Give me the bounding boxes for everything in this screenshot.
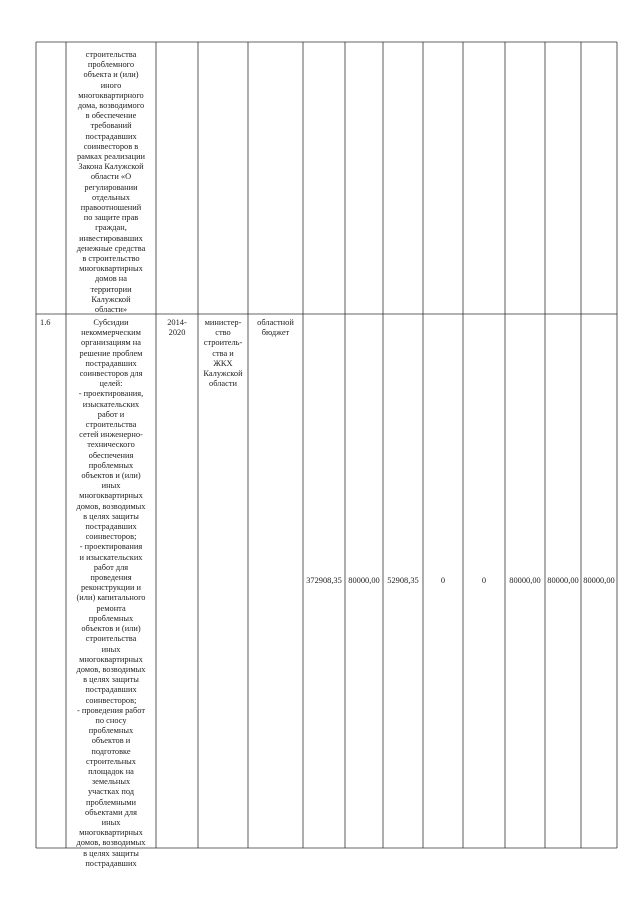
text-line: организациям на bbox=[81, 338, 141, 348]
text-line: технического bbox=[87, 440, 135, 450]
text-line: многоквартирных bbox=[79, 828, 143, 838]
row-16-value-2015: 52908,35 bbox=[387, 576, 419, 585]
row-16-value-2014: 80000,00 bbox=[348, 576, 380, 585]
row-16-value-2019: 80000,00 bbox=[547, 576, 579, 585]
text-line: объектов и bbox=[91, 736, 131, 746]
text-line: - проектирования bbox=[79, 542, 143, 552]
text-line: области» bbox=[94, 305, 128, 315]
text-line: решение проблем bbox=[79, 348, 143, 358]
text-line: - проведения работ bbox=[76, 705, 146, 715]
text-line: денежные средства bbox=[76, 243, 146, 253]
text-line: граждан, bbox=[95, 223, 127, 233]
text-line: (или) капитального bbox=[76, 593, 146, 603]
text-line: целей: bbox=[99, 379, 123, 389]
text-line: объектов и (или) bbox=[81, 471, 141, 481]
row-16-value-total: 372908,35 bbox=[306, 576, 342, 585]
text-line: соинвесторов; bbox=[85, 695, 137, 705]
text-line: в целях защиты bbox=[83, 848, 139, 858]
text-line: работ для bbox=[93, 562, 129, 572]
text-line: иного bbox=[100, 80, 122, 90]
text-line: сетей инженерно- bbox=[79, 430, 143, 440]
text-line: объекта и (или) bbox=[83, 70, 139, 80]
row-16-funding-source bbox=[248, 318, 303, 338]
text-line: проблемных bbox=[88, 613, 134, 623]
text-line: пострадавших bbox=[85, 131, 137, 141]
text-line: соинвесторов; bbox=[85, 532, 137, 542]
text-line: многоквартирных bbox=[79, 491, 143, 501]
text-line: 2014- bbox=[167, 318, 187, 327]
text-line: в обеспечение bbox=[85, 111, 137, 121]
text-line: области «О bbox=[90, 172, 132, 182]
text-line: отдельных bbox=[92, 192, 130, 202]
text-line: бюджет bbox=[261, 328, 290, 338]
text-line: строитель- bbox=[203, 338, 243, 348]
text-line: домов на bbox=[94, 274, 128, 284]
text-line: ства и bbox=[212, 348, 234, 358]
text-line: реконструкции и bbox=[80, 583, 142, 593]
text-line: пострадавших bbox=[85, 685, 137, 695]
row-16-executor bbox=[198, 318, 248, 389]
text-line: площадок на bbox=[88, 766, 134, 776]
text-line: обеспечения bbox=[88, 450, 134, 460]
text-line: домов, возводимых bbox=[76, 838, 146, 848]
row-16-value-2016: 0 bbox=[440, 576, 446, 585]
text-line: Калужской bbox=[91, 294, 131, 304]
text-line: домов, возводимых bbox=[76, 501, 146, 511]
text-line: правоотношений bbox=[80, 203, 142, 213]
text-line: регулировании bbox=[84, 182, 138, 192]
text-line: соинвесторов в bbox=[83, 141, 139, 151]
text-line: - проектирования, bbox=[78, 389, 144, 399]
row-16-value-2018: 80000,00 bbox=[509, 576, 541, 585]
text-line: и изыскательских bbox=[79, 552, 143, 562]
text-line: строительных bbox=[85, 756, 136, 766]
text-line: иных bbox=[101, 817, 121, 827]
row-16-number: 1.6 bbox=[40, 318, 51, 327]
row-16-description bbox=[66, 318, 156, 869]
text-line: ремонта bbox=[96, 603, 126, 613]
text-line: в целях защиты bbox=[83, 675, 139, 685]
row-16-period bbox=[156, 318, 198, 338]
text-line: Субсидии bbox=[93, 318, 129, 327]
text-line: по защите прав bbox=[83, 213, 139, 223]
text-line: строительства bbox=[85, 420, 137, 430]
text-line: Закона Калужской bbox=[78, 162, 144, 172]
text-line: объектов и (или) bbox=[81, 624, 141, 634]
text-line: некоммерческим bbox=[81, 328, 141, 338]
text-line: многоквартирного bbox=[78, 90, 144, 100]
row-16-value-2020: 80000,00 bbox=[583, 576, 615, 585]
text-line: в целях защиты bbox=[83, 511, 139, 521]
text-line: проблемных bbox=[88, 460, 134, 470]
text-line: проблемных bbox=[88, 726, 134, 736]
text-line: проблемного bbox=[87, 60, 135, 70]
text-line: области bbox=[209, 379, 237, 389]
text-line: домов, возводимых bbox=[76, 664, 146, 674]
text-line: соинвесторов для bbox=[79, 369, 143, 379]
text-line: рамках реализации bbox=[76, 152, 146, 162]
text-line: министер- bbox=[204, 318, 242, 327]
text-line: пострадавших bbox=[85, 358, 137, 368]
text-line: строительства bbox=[85, 634, 137, 644]
text-line: ство bbox=[215, 328, 231, 338]
text-line: 2020 bbox=[168, 328, 186, 338]
text-line: в строительство bbox=[82, 254, 140, 264]
text-line: инвестировавших bbox=[79, 233, 143, 243]
text-line: областной bbox=[257, 318, 294, 327]
text-line: дома, возводимого bbox=[77, 101, 145, 111]
text-line: строительства bbox=[85, 50, 137, 59]
text-line: многоквартирных bbox=[79, 264, 143, 274]
text-line: иных bbox=[101, 481, 121, 491]
text-line: проведения bbox=[90, 573, 132, 583]
text-line: многоквартирных bbox=[79, 654, 143, 664]
text-line: по сносу bbox=[95, 715, 127, 725]
text-line: подготовке bbox=[91, 746, 131, 756]
text-line: проблемными bbox=[86, 797, 136, 807]
text-line: объектами для bbox=[85, 807, 137, 817]
text-line: Калужской bbox=[203, 369, 243, 379]
text-line: территории bbox=[90, 284, 132, 294]
row-top-description bbox=[66, 50, 156, 315]
text-line: требований bbox=[90, 121, 132, 131]
text-line: изыскательских bbox=[82, 399, 140, 409]
text-line: ЖКХ bbox=[213, 358, 233, 368]
text-line: иных bbox=[101, 644, 121, 654]
text-line: участках под bbox=[87, 787, 135, 797]
text-line: работ и bbox=[97, 409, 125, 419]
text-line: пострадавших bbox=[85, 858, 137, 868]
text-line: пострадавших bbox=[85, 522, 137, 532]
text-line: земельных bbox=[91, 777, 131, 787]
row-16-value-2017: 0 bbox=[481, 576, 487, 585]
